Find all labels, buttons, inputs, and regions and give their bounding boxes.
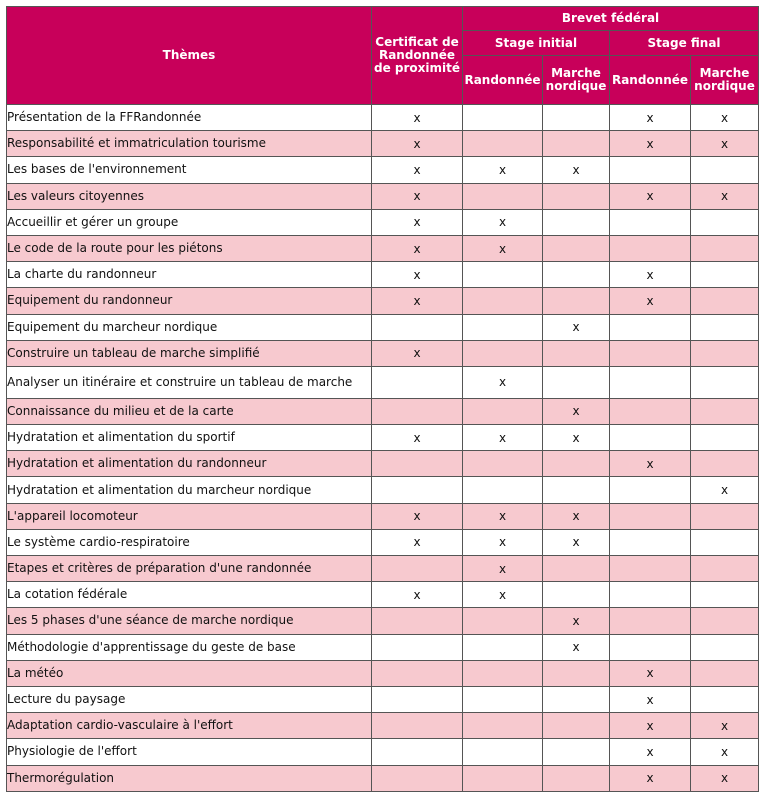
row-si-marche-nordique-mark: [543, 288, 610, 314]
table-row: [7, 340, 759, 366]
row-sf-randonnee-mark: x: [610, 765, 691, 791]
row-sf-marche-nordique-mark: [691, 235, 759, 261]
row-si-randonnee-mark: x: [463, 157, 543, 183]
row-sf-randonnee-mark: x: [610, 451, 691, 477]
row-certificat-mark: [372, 398, 463, 424]
row-si-randonnee-mark: [463, 314, 543, 340]
row-si-randonnee-mark: [463, 713, 543, 739]
table-row: [7, 477, 759, 503]
header-sf-randonnee: Randonnée: [610, 56, 691, 105]
row-theme: La cotation fédérale: [7, 582, 372, 608]
row-certificat-mark: [372, 634, 463, 660]
row-si-randonnee-mark: [463, 739, 543, 765]
header-sf-marche-nordique: Marche nordique: [691, 56, 759, 105]
row-theme: Construire un tableau de marche simplifié: [7, 340, 372, 366]
row-si-marche-nordique-mark: x: [543, 529, 610, 555]
row-si-randonnee-mark: [463, 634, 543, 660]
row-sf-randonnee-mark: [610, 314, 691, 340]
row-certificat-mark: x: [372, 503, 463, 529]
row-sf-marche-nordique-mark: [691, 582, 759, 608]
row-sf-randonnee-mark: [610, 235, 691, 261]
row-si-randonnee-mark: [463, 477, 543, 503]
row-certificat-mark: [372, 556, 463, 582]
row-certificat-mark: x: [372, 425, 463, 451]
row-theme: L'appareil locomoteur: [7, 503, 372, 529]
row-sf-randonnee-mark: [610, 556, 691, 582]
row-theme: Physiologie de l'effort: [7, 739, 372, 765]
table-row: [7, 503, 759, 529]
row-sf-randonnee-mark: [610, 477, 691, 503]
row-certificat-mark: x: [372, 183, 463, 209]
row-sf-marche-nordique-mark: x: [691, 477, 759, 503]
table-row: [7, 209, 759, 235]
row-theme: Hydratation et alimentation du sportif: [7, 425, 372, 451]
row-si-marche-nordique-mark: [543, 209, 610, 235]
row-si-randonnee-mark: [463, 451, 543, 477]
row-theme: Connaissance du milieu et de la carte: [7, 398, 372, 424]
row-si-randonnee-mark: [463, 105, 543, 131]
row-theme: Equipement du marcheur nordique: [7, 314, 372, 340]
row-certificat-mark: x: [372, 582, 463, 608]
table-row: [7, 425, 759, 451]
row-si-randonnee-mark: x: [463, 425, 543, 451]
row-sf-marche-nordique-mark: [691, 314, 759, 340]
row-si-randonnee-mark: [463, 686, 543, 712]
row-sf-marche-nordique-mark: [691, 288, 759, 314]
row-sf-randonnee-mark: x: [610, 262, 691, 288]
row-sf-randonnee-mark: x: [610, 131, 691, 157]
table-body: [7, 105, 759, 792]
row-sf-marche-nordique-mark: x: [691, 131, 759, 157]
row-sf-randonnee-mark: [610, 529, 691, 555]
row-sf-marche-nordique-mark: [691, 556, 759, 582]
table-row: [7, 451, 759, 477]
header-brevet-federal: Brevet fédéral: [463, 7, 759, 31]
row-si-marche-nordique-mark: [543, 183, 610, 209]
row-si-marche-nordique-mark: [543, 477, 610, 503]
header-si-marche-nordique: Marche nordique: [543, 56, 610, 105]
row-sf-randonnee-mark: [610, 398, 691, 424]
row-sf-marche-nordique-mark: x: [691, 713, 759, 739]
row-theme: Les valeurs citoyennes: [7, 183, 372, 209]
table-row: [7, 262, 759, 288]
row-theme: La charte du randonneur: [7, 262, 372, 288]
row-sf-marche-nordique-mark: [691, 660, 759, 686]
row-si-marche-nordique-mark: [543, 131, 610, 157]
row-si-marche-nordique-mark: x: [543, 634, 610, 660]
table-row: [7, 556, 759, 582]
row-sf-marche-nordique-mark: x: [691, 105, 759, 131]
row-theme: Thermorégulation: [7, 765, 372, 791]
row-certificat-mark: x: [372, 209, 463, 235]
row-sf-marche-nordique-mark: [691, 451, 759, 477]
row-si-randonnee-mark: [463, 608, 543, 634]
row-sf-randonnee-mark: [610, 157, 691, 183]
row-si-randonnee-mark: [463, 398, 543, 424]
row-si-randonnee-mark: x: [463, 235, 543, 261]
row-si-marche-nordique-mark: [543, 765, 610, 791]
table-row: [7, 686, 759, 712]
table-row: [7, 157, 759, 183]
row-certificat-mark: [372, 686, 463, 712]
header-themes: Thèmes: [7, 7, 372, 105]
row-sf-randonnee-mark: x: [610, 713, 691, 739]
row-sf-marche-nordique-mark: x: [691, 739, 759, 765]
row-si-marche-nordique-mark: [543, 366, 610, 398]
row-sf-randonnee-mark: [610, 582, 691, 608]
table-row: [7, 366, 759, 398]
table-header: [7, 7, 759, 105]
row-certificat-mark: x: [372, 157, 463, 183]
row-certificat-mark: [372, 739, 463, 765]
table-row: [7, 739, 759, 765]
table-row: [7, 398, 759, 424]
row-certificat-mark: [372, 477, 463, 503]
row-certificat-mark: [372, 608, 463, 634]
row-theme: Lecture du paysage: [7, 686, 372, 712]
row-theme: Accueillir et gérer un groupe: [7, 209, 372, 235]
row-si-randonnee-mark: x: [463, 366, 543, 398]
row-sf-marche-nordique-mark: [691, 366, 759, 398]
row-certificat-mark: [372, 366, 463, 398]
row-sf-randonnee-mark: [610, 503, 691, 529]
table-row: [7, 183, 759, 209]
row-theme: Méthodologie d'apprentissage du geste de base: [7, 634, 372, 660]
row-si-marche-nordique-mark: [543, 340, 610, 366]
table-row: [7, 529, 759, 555]
row-sf-randonnee-mark: x: [610, 183, 691, 209]
header-stage-final: Stage final: [610, 31, 759, 56]
row-theme: Equipement du randonneur: [7, 288, 372, 314]
row-sf-marche-nordique-mark: x: [691, 183, 759, 209]
row-sf-marche-nordique-mark: [691, 209, 759, 235]
row-sf-marche-nordique-mark: x: [691, 765, 759, 791]
row-si-randonnee-mark: [463, 183, 543, 209]
row-si-marche-nordique-mark: [543, 556, 610, 582]
row-sf-marche-nordique-mark: [691, 340, 759, 366]
row-si-marche-nordique-mark: [543, 660, 610, 686]
row-si-marche-nordique-mark: [543, 686, 610, 712]
row-sf-marche-nordique-mark: [691, 157, 759, 183]
row-theme: Les 5 phases d'une séance de marche nordique: [7, 608, 372, 634]
row-sf-marche-nordique-mark: [691, 608, 759, 634]
row-si-marche-nordique-mark: x: [543, 503, 610, 529]
table-row: [7, 288, 759, 314]
header-si-randonnee: Randonnée: [463, 56, 543, 105]
row-sf-marche-nordique-mark: [691, 529, 759, 555]
row-theme: Etapes et critères de préparation d'une randonnée: [7, 556, 372, 582]
row-si-marche-nordique-mark: [543, 105, 610, 131]
row-certificat-mark: x: [372, 529, 463, 555]
table-row: [7, 634, 759, 660]
row-si-randonnee-mark: x: [463, 209, 543, 235]
row-sf-randonnee-mark: [610, 608, 691, 634]
row-sf-marche-nordique-mark: [691, 686, 759, 712]
row-sf-randonnee-mark: [610, 366, 691, 398]
row-sf-randonnee-mark: [610, 425, 691, 451]
row-theme: Les bases de l'environnement: [7, 157, 372, 183]
row-sf-randonnee-mark: [610, 209, 691, 235]
row-si-randonnee-mark: [463, 340, 543, 366]
row-certificat-mark: x: [372, 288, 463, 314]
table-row: [7, 314, 759, 340]
row-theme: Responsabilité et immatriculation tourisme: [7, 131, 372, 157]
row-theme: Le système cardio-respiratoire: [7, 529, 372, 555]
row-sf-marche-nordique-mark: [691, 634, 759, 660]
row-sf-randonnee-mark: x: [610, 288, 691, 314]
row-sf-randonnee-mark: [610, 634, 691, 660]
row-theme: Analyser un itinéraire et construire un tableau de marche: [7, 366, 372, 398]
training-themes-table: [6, 6, 759, 792]
table-row: [7, 235, 759, 261]
row-sf-marche-nordique-mark: [691, 398, 759, 424]
row-si-randonnee-mark: [463, 660, 543, 686]
row-theme: Le code de la route pour les piétons: [7, 235, 372, 261]
row-si-marche-nordique-mark: [543, 262, 610, 288]
row-si-marche-nordique-mark: x: [543, 314, 610, 340]
row-si-randonnee-mark: [463, 288, 543, 314]
row-sf-randonnee-mark: x: [610, 660, 691, 686]
row-theme: Adaptation cardio-vasculaire à l'effort: [7, 713, 372, 739]
row-si-randonnee-mark: x: [463, 582, 543, 608]
table-row: [7, 608, 759, 634]
table-row: [7, 131, 759, 157]
header-certificat: Certificat de Randonnée de proximité: [372, 7, 463, 105]
row-si-randonnee-mark: x: [463, 556, 543, 582]
row-certificat-mark: [372, 451, 463, 477]
row-sf-marche-nordique-mark: [691, 503, 759, 529]
row-certificat-mark: [372, 765, 463, 791]
row-si-randonnee-mark: [463, 262, 543, 288]
row-si-marche-nordique-mark: [543, 739, 610, 765]
row-si-marche-nordique-mark: x: [543, 425, 610, 451]
table-row: [7, 713, 759, 739]
row-sf-randonnee-mark: x: [610, 686, 691, 712]
header-stage-initial: Stage initial: [463, 31, 610, 56]
row-certificat-mark: x: [372, 262, 463, 288]
row-theme: La météo: [7, 660, 372, 686]
row-si-marche-nordique-mark: [543, 582, 610, 608]
row-si-randonnee-mark: x: [463, 503, 543, 529]
row-certificat-mark: x: [372, 105, 463, 131]
row-theme: Hydratation et alimentation du marcheur nordique: [7, 477, 372, 503]
row-certificat-mark: x: [372, 131, 463, 157]
row-certificat-mark: [372, 713, 463, 739]
row-sf-randonnee-mark: [610, 340, 691, 366]
table-row: [7, 105, 759, 131]
row-certificat-mark: x: [372, 340, 463, 366]
row-si-marche-nordique-mark: x: [543, 157, 610, 183]
row-si-marche-nordique-mark: [543, 713, 610, 739]
row-certificat-mark: [372, 314, 463, 340]
row-sf-randonnee-mark: x: [610, 105, 691, 131]
row-sf-marche-nordique-mark: [691, 425, 759, 451]
row-si-marche-nordique-mark: [543, 235, 610, 261]
row-si-marche-nordique-mark: [543, 451, 610, 477]
row-si-marche-nordique-mark: x: [543, 608, 610, 634]
row-certificat-mark: [372, 660, 463, 686]
row-theme: Hydratation et alimentation du randonneur: [7, 451, 372, 477]
table-row: [7, 582, 759, 608]
row-si-randonnee-mark: x: [463, 529, 543, 555]
row-theme: Présentation de la FFRandonnée: [7, 105, 372, 131]
row-si-marche-nordique-mark: x: [543, 398, 610, 424]
row-si-randonnee-mark: [463, 131, 543, 157]
row-sf-marche-nordique-mark: [691, 262, 759, 288]
row-sf-randonnee-mark: x: [610, 739, 691, 765]
table-row: [7, 660, 759, 686]
row-si-randonnee-mark: [463, 765, 543, 791]
table-row: [7, 765, 759, 791]
row-certificat-mark: x: [372, 235, 463, 261]
